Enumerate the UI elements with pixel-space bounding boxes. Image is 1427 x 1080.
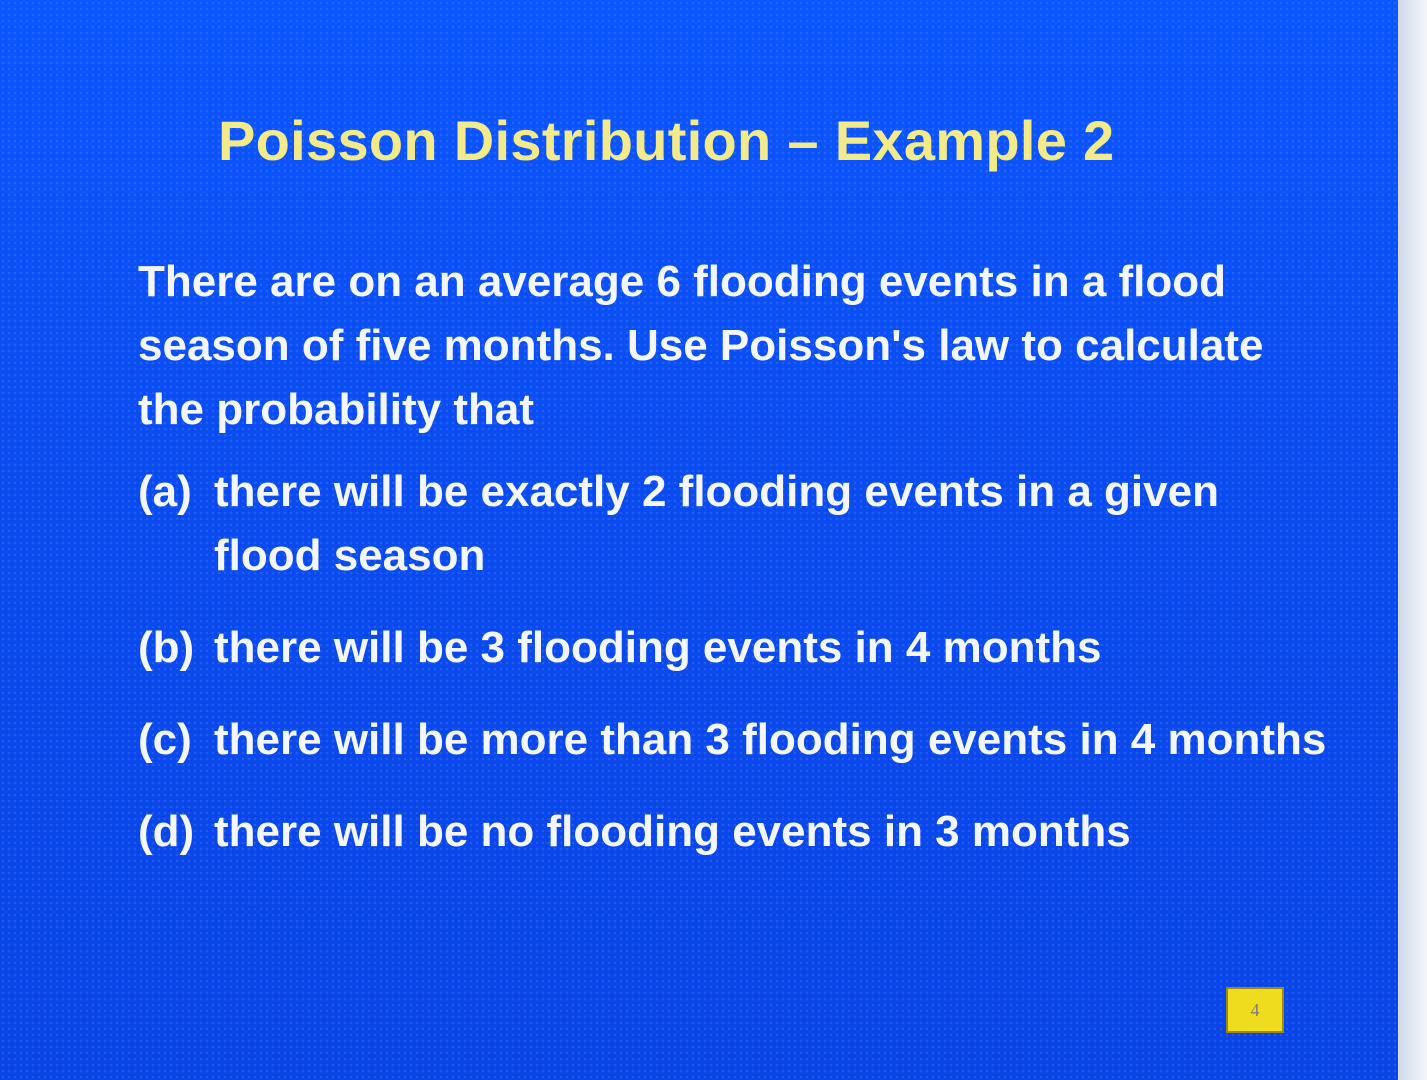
- question-text: there will be no flooding events in 3 months: [214, 807, 1131, 856]
- question-item-c: [138, 708, 1338, 772]
- question-item-b: [138, 616, 1338, 680]
- slide-body: [138, 250, 1338, 892]
- question-list: [138, 460, 1338, 864]
- question-label: (d): [138, 807, 195, 856]
- question-label: (c): [138, 715, 192, 764]
- question-label: (b): [138, 623, 195, 672]
- question-item-d: [138, 800, 1338, 864]
- question-text: there will be more than 3 flooding events in 4 months: [214, 715, 1327, 764]
- question-text: there will be 3 flooding events in 4 months: [214, 623, 1102, 672]
- slide-number-badge: 4: [1226, 987, 1284, 1033]
- question-text: there will be exactly 2 flooding events in a given flood season: [214, 467, 1219, 580]
- question-item-a: [138, 460, 1338, 588]
- question-label: (a): [138, 467, 192, 516]
- problem-statement: There are on an average 6 flooding events in a flood season of five months. Use Poisson's law to calculate the probability that: [138, 257, 1264, 434]
- screen-edge: [1398, 0, 1427, 1080]
- slide-title: Poisson Distribution – Example 2: [218, 109, 1115, 172]
